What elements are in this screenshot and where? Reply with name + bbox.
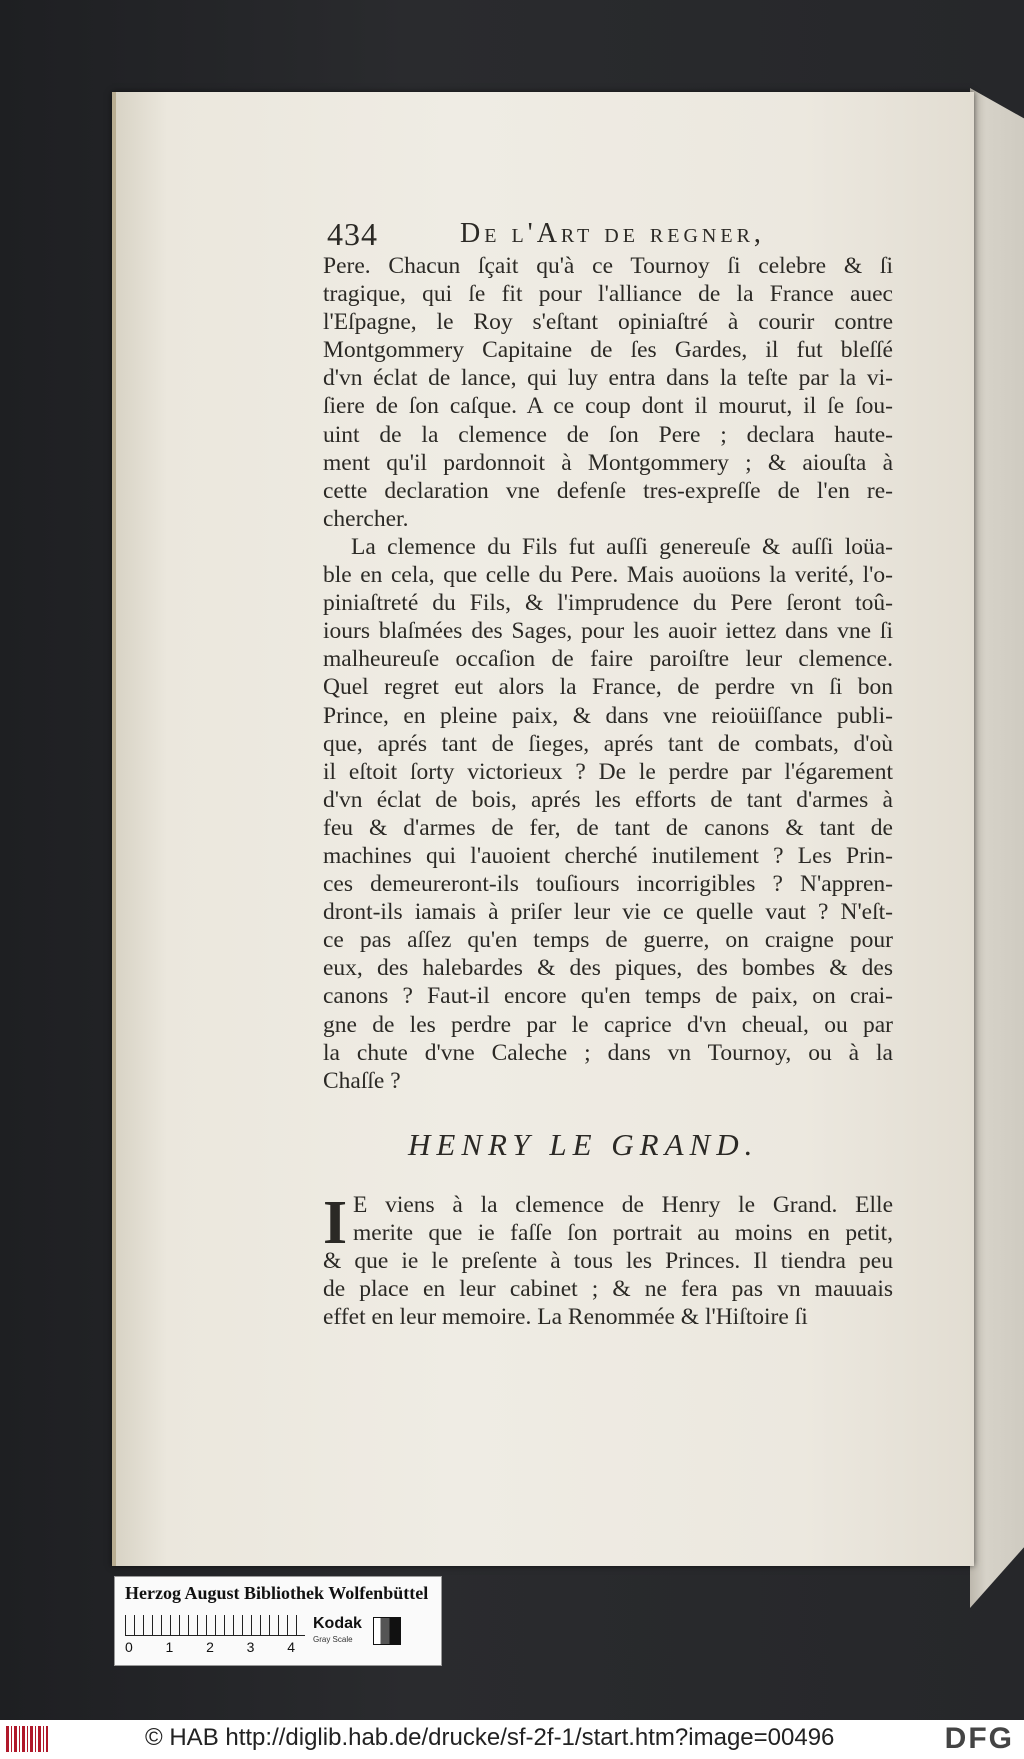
page-text — [323, 210, 893, 1331]
library-color-card — [114, 1576, 442, 1666]
text-line: que, aprés tant de ſieges, aprés tant de combats, d'où — [323, 730, 893, 757]
paragraph-2 — [323, 533, 893, 1095]
ruler-numbers: 0 1 2 3 4 — [125, 1639, 295, 1655]
text-line: l'Eſpagne, le Roy s'eſtant opiniaſtré à courir contre — [323, 309, 893, 336]
kodak-logo: Kodak — [313, 1615, 362, 1632]
barcode-icon — [6, 1726, 48, 1752]
page-number: 434 — [327, 216, 378, 252]
text-line: E viens à la clemence de Henry le Grand. Elle — [353, 1191, 893, 1218]
text-line: dront-ils iamais à priſer leur vie ce quelle vaut ? N'eſt- — [323, 899, 893, 926]
footer-bar — [0, 1720, 1024, 1759]
text-line: ce pas aſſez qu'en temps de guerre, on craigne pour — [323, 927, 893, 954]
gray-swatch — [373, 1617, 401, 1645]
section-heading: HENRY LE GRAND. — [408, 1126, 759, 1162]
footer-credit-link[interactable]: © HAB http://diglib.hab.de/drucke/sf-2f-1/start.htm?image=00496 — [145, 1724, 835, 1751]
paragraph-1 — [323, 252, 893, 533]
text-line: La clemence du Fils fut auſſi genereuſe & auſſi loüa- — [351, 533, 893, 560]
library-name: Herzog August Bibliothek Wolfenbüttel — [125, 1583, 429, 1603]
text-line: ſiere de ſon caſque. A ce coup dont il mourut, il ſe ſou- — [323, 393, 893, 420]
text-line: la chute d'vne Caleche ; dans vn Tournoy, ou à la — [323, 1039, 893, 1066]
ruler — [125, 1615, 305, 1636]
text-line: & que ie le preſente à tous les Princes. Il tiendra peu — [323, 1248, 893, 1274]
text-line: Montgommery Capitaine de ſes Gardes, il fut bleſſé — [323, 337, 893, 364]
page-header — [323, 210, 893, 252]
text-line: ble en cela, que celle du Pere. Mais auoüons la verité, l'o- — [323, 562, 893, 589]
text-line: iours blaſmées des Sages, pour les auoir iettez dans vne ſi — [323, 618, 893, 645]
text-line: uint de la clemence de ſon Pere ; declara haute- — [323, 421, 893, 448]
text-line: ces demeureront-ils touſiours incorrigibles ? N'appren- — [323, 871, 893, 898]
text-line: de place en leur cabinet ; & ne fera pas vn mauuais — [323, 1276, 893, 1303]
text-line: Pere. Chacun ſçait qu'à ce Tournoy ſi celebre & ſi — [323, 253, 893, 279]
text-line: effet en leur memoire. La Renommée & l'Hiſtoire ſi — [323, 1304, 808, 1331]
text-line: cette declaration vne defenſe tres-expreſſe de l'en re- — [323, 477, 893, 504]
text-line: Quel regret eut alors la France, de perdre vn ſi bon — [323, 674, 893, 701]
text-line: d'vn éclat de bois, aprés les efforts de tant d'armes à — [323, 786, 893, 813]
text-line: gne de les perdre par le caprice d'vn cheual, ou par — [323, 1011, 893, 1038]
text-line: tragique, qui ſe fit pour l'alliance de la France auec — [323, 281, 893, 308]
text-line: machines qui l'auoient cherché inutilement ? Les Prin- — [323, 842, 893, 869]
dfg-logo: DFG — [944, 1722, 1014, 1755]
text-line: Prince, en pleine paix, & dans vne reioüiſſance publi- — [323, 702, 893, 729]
text-line: merite que ie faſſe ſon portrait au moins en petit, — [353, 1219, 893, 1246]
text-line: il eſtoit ſorty victorieux ? De le perdre par l'égarement — [323, 758, 893, 785]
drop-cap: I — [323, 1188, 348, 1257]
paragraph-3 — [323, 1188, 893, 1331]
next-page-edge — [970, 88, 1024, 1608]
text-line: piniaſtreté du Fils, & l'imprudence du Pere ſeront toû- — [323, 590, 893, 617]
text-line: chercher. — [323, 505, 409, 532]
running-head: De l'Art de regner, — [460, 218, 765, 249]
text-line: d'vn éclat de lance, qui luy entra dans la teſte par la vi- — [323, 365, 893, 392]
text-line: malheureuſe occaſion de faire paroiſtre leur clemence. — [323, 646, 893, 673]
grayscale-label: Gray Scale — [313, 1635, 353, 1644]
text-line: ment qu'il pardonnoit à Montgommery ; & aiouſta à — [323, 449, 893, 476]
text-line: Chaſſe ? — [323, 1067, 401, 1094]
text-line: canons ? Faut-il encore qu'en temps de paix, on crai- — [323, 983, 893, 1010]
text-line: feu & d'armes de fer, de tant de canons & tant de — [323, 814, 893, 841]
text-line: eux, des halebardes & des piques, des bombes & des — [323, 955, 893, 982]
